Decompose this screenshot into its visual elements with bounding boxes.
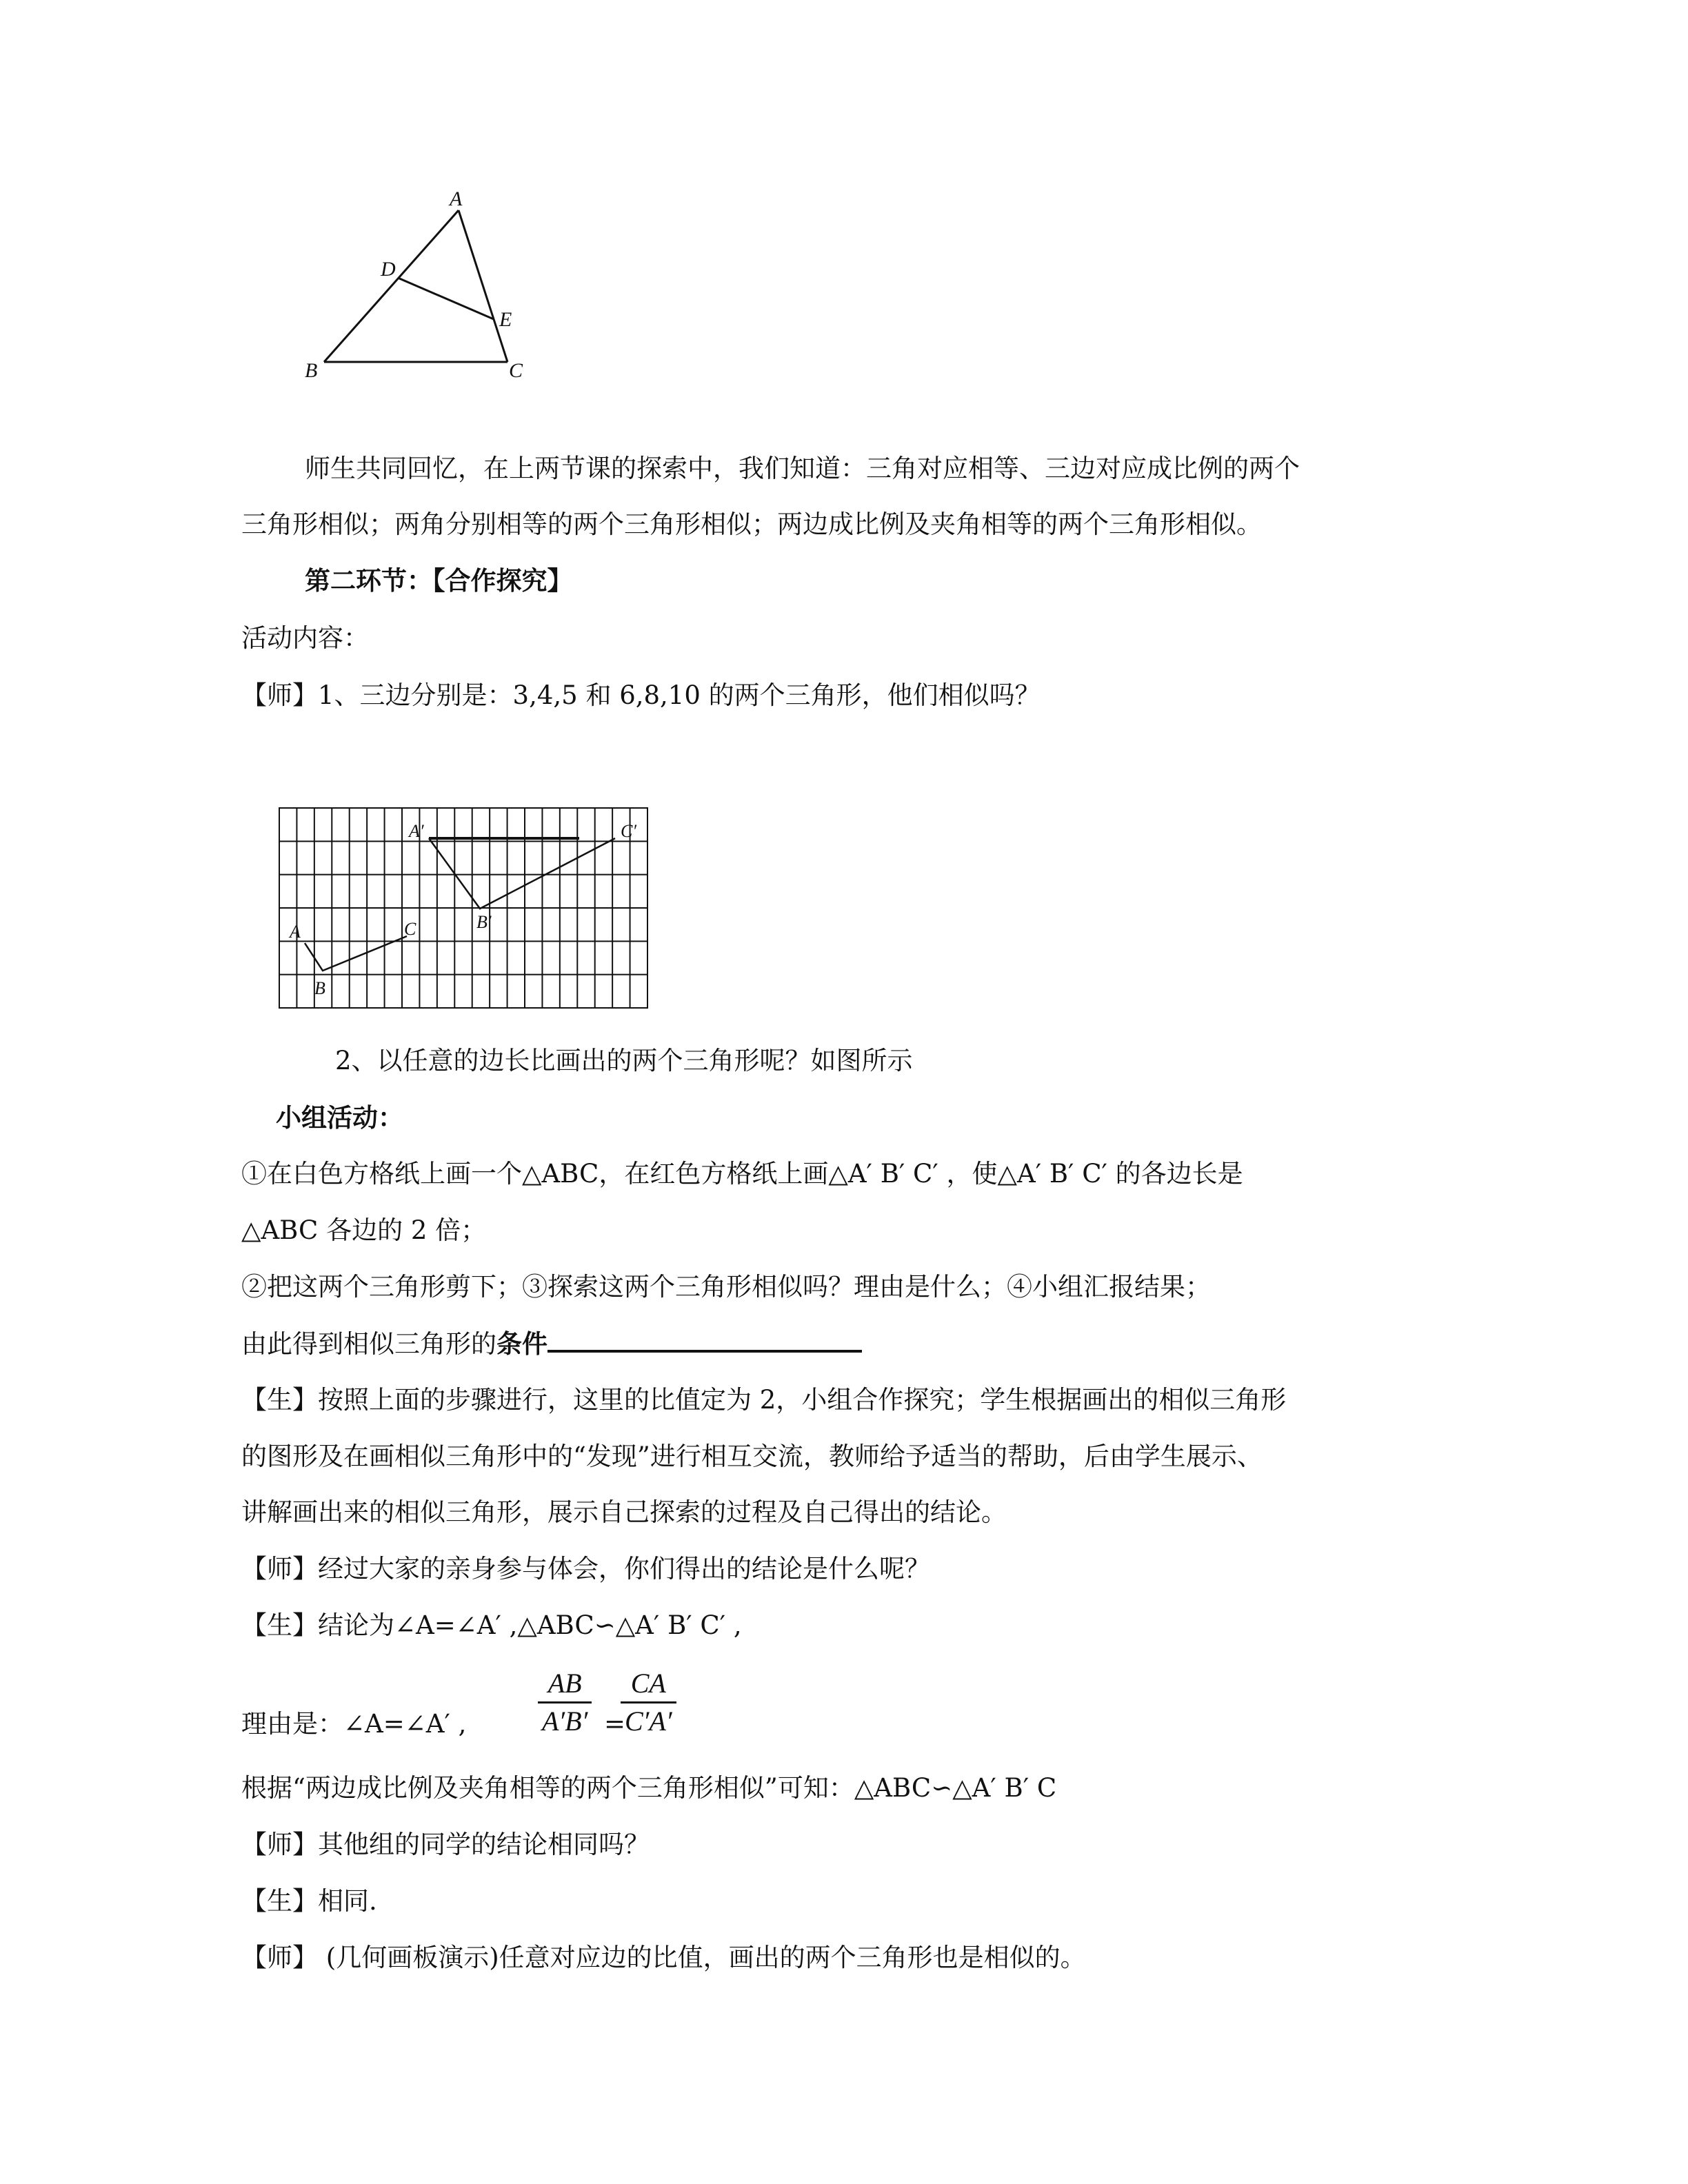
grid-label-b: B: [314, 978, 325, 998]
student-3: 【生】相同.: [241, 1886, 377, 1916]
student-1-line-2: 的图形及在画相似三角形中的“发现”进行相互交流，教师给予适当的帮助，后由学生展示、: [241, 1442, 1263, 1471]
step-1-line-1: ①在白色方格纸上画一个△ABC，在红色方格纸上画△A′ B′ C′ ，使△A′ B′ C′ 的各边长是: [241, 1159, 1243, 1189]
label-e: E: [499, 308, 512, 331]
label-d: D: [381, 258, 396, 281]
grid-label-c-prime: C′: [621, 821, 637, 841]
section-title: 第二环节：【合作探究】: [305, 566, 573, 596]
triangle-figure: [297, 190, 545, 396]
fraction-ab: [538, 1666, 592, 1739]
teacher-3: 【师】其他组的同学的结论相同吗？: [241, 1830, 650, 1859]
condition-bold: 条件: [496, 1329, 547, 1359]
teacher-4: 【师】 (几何画板演示)任意对应边的比值，画出的两个三角形也是相似的。: [241, 1943, 1086, 1972]
label-a: A: [450, 190, 463, 210]
student-2: 【生】结论为∠A=∠A′ ,△ABC∽△A′ B′ C′ ,: [241, 1610, 742, 1640]
condition-line: [241, 1326, 862, 1362]
condition-prefix: 由此得到相似三角形的: [241, 1329, 496, 1359]
fraction-ab-numerator: AB: [538, 1666, 592, 1703]
fraction-ca-denominator: C′A′: [625, 1706, 672, 1737]
grid-label-b-prime: B′: [476, 912, 492, 932]
basis-line: 根据“两边成比例及夹角相等的两个三角形相似”可知：△ABC∽△A′ B′ C: [241, 1773, 1057, 1803]
grid-label-a-prime: A′: [409, 821, 424, 841]
question-2: 2、以任意的边长比画出的两个三角形呢？如图所示: [335, 1046, 913, 1075]
segment-de: [398, 278, 494, 319]
label-b: B: [305, 359, 318, 382]
fraction-ca: [621, 1666, 676, 1739]
group-activity-label: 小组活动：: [276, 1103, 403, 1133]
segment-ac: [459, 210, 508, 362]
student-1-line-3: 讲解画出来的相似三角形，展示自己探索的过程及自己得出的结论。: [241, 1497, 1007, 1527]
grid-label-a: A: [290, 922, 301, 942]
grid-figure: [276, 805, 655, 1019]
fraction-ca-numerator: CA: [621, 1666, 676, 1703]
recall-line-2: 三角形相似；两角分别相等的两个三角形相似；两边成比例及夹角相等的两个三角形相似。: [241, 509, 1262, 539]
step-1-line-2: △ABC 各边的 2 倍；: [241, 1215, 487, 1245]
fraction-equals: =: [604, 1709, 626, 1739]
step-2: ②把这两个三角形剪下；③探索这两个三角形相似吗？理由是什么；④小组汇报结果；: [241, 1272, 1211, 1302]
student-1-line-1: 【生】按照上面的步骤进行，这里的比值定为 2，小组合作探究；学生根据画出的相似三角形: [241, 1385, 1287, 1415]
label-c: C: [509, 359, 523, 382]
recall-line-1: 师生共同回忆，在上两节课的探索中，我们知道：三角对应相等、三边对应成比例的两个: [305, 454, 1300, 483]
grid-label-c: C: [404, 919, 416, 939]
reason-prefix: 理由是：∠A=∠A′ ,: [241, 1709, 467, 1739]
teacher-2: 【师】经过大家的亲身参与体会，你们得出的结论是什么呢？: [241, 1554, 930, 1584]
segment-ab: [324, 210, 459, 362]
fraction-ab-denominator: A′B′: [542, 1706, 588, 1737]
question-1: 【师】1、三边分别是：3,4,5 和 6,8,10 的两个三角形，他们相似吗？: [241, 680, 1041, 710]
triangle-abc-prime: [429, 838, 615, 909]
activity-label: 活动内容：: [241, 623, 369, 653]
answer-blank: [547, 1326, 862, 1353]
